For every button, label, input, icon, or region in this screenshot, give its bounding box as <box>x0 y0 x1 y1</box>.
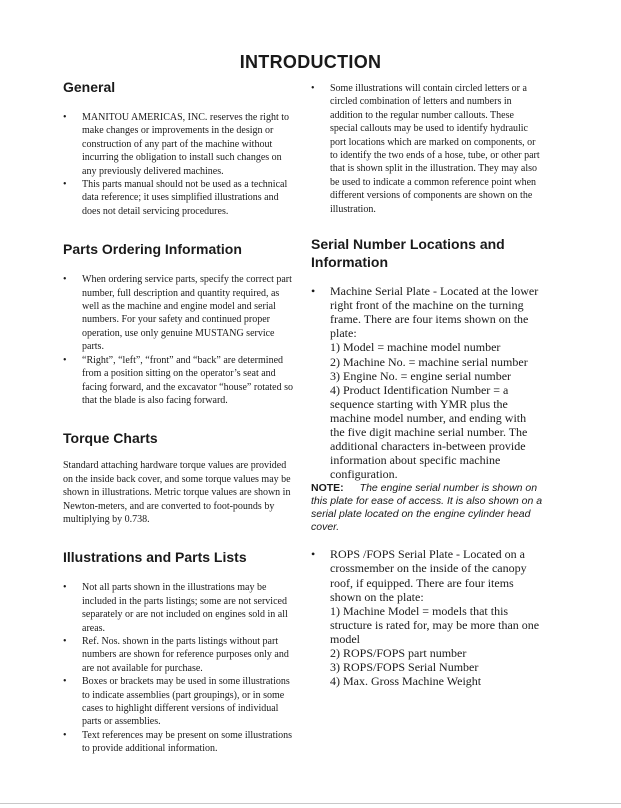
list-item: • Some illustrations will contain circled letters or a circled combination of letters and numbers in addition to the regular number callouts. These special callouts may be used to identify hydraulic port locations which are marked on components, or to identify the two ends of a hose, tube, or other part that is shown split in the illustration. They may also be used to indicate a common reference point when different versions of components are shown on the illustration. <box>311 82 543 216</box>
torque-heading: Torque Charts <box>63 430 158 447</box>
machine-plate-item-2: 2) Machine No. = machine serial number <box>330 354 528 369</box>
list-item: • Not all parts shown in the illustrations may be included in the parts listings; some are not serviced separately or are not included on engines sold in all areas. <box>63 581 297 635</box>
rops-plate-item-1: 1) Machine Model = models that this structure is rated for, may be more than one model <box>330 603 540 646</box>
page-bottom-divider <box>0 803 621 804</box>
general-list <box>63 111 297 218</box>
list-item: • “Right”, “left”, “front” and “back” are determined from a position sitting on the operator’s seat and facing forward, and the excavator “house” rotated so that the blade is also facing forward. <box>63 354 297 408</box>
list-item: • Boxes or brackets may be used in some illustrations to indicate assemblies (part groupings), or in some cases to highlight different versions of individual parts or assemblies. <box>63 675 297 729</box>
rops-plate-intro: • ROPS /FOPS Serial Plate - Located on a crossmember on the inside of the canopy roof, if equipped. There are four items shown on the plate: <box>330 547 527 604</box>
left-column <box>63 78 297 756</box>
parts-ordering-heading: Parts Ordering Information <box>63 241 242 258</box>
rops-plate-item-3: 3) ROPS/FOPS Serial Number <box>330 660 479 675</box>
machine-plate-intro: • Machine Serial Plate - Located at the lower right front of the machine on the turning frame. There are four items shown on the plate: <box>330 284 539 341</box>
illustrations-list <box>63 581 297 755</box>
rops-plate-item-4: 4) Max. Gross Machine Weight <box>330 674 482 689</box>
note-label: NOTE: <box>311 482 344 495</box>
parts-ordering-list <box>63 273 297 407</box>
list-item <box>311 284 543 481</box>
list-item: • When ordering service parts, specify the correct part number, full description and quantity required, as well as the machine and engine model and serial numbers. For your safety and continued proper operation, use only genuine MUSTANG service parts. <box>63 273 297 353</box>
machine-plate-item-3: 3) Engine No. = engine serial number <box>330 368 512 383</box>
serial-heading <box>311 235 543 271</box>
serial-heading-line-2: Information <box>311 254 388 271</box>
illustrations-list-continued <box>311 82 543 216</box>
serial-heading-line-1: Serial Number Locations and <box>311 236 505 253</box>
machine-plate-item-1: 1) Model = machine model number <box>330 340 501 355</box>
list-item: • Ref. Nos. shown in the parts listings without part numbers are shown for reference purposes only and are not available for purchase. <box>63 635 297 675</box>
torque-text: Standard attaching hardware torque values are provided on the inside back cover, and some torque values may be shown in illustrations. Metric torque values are shown in Newton-meters, and are converted to foot-pounds by multiplying by 0.738. <box>63 460 291 525</box>
general-heading: General <box>63 79 116 95</box>
machine-plate-list <box>311 284 543 481</box>
rops-plate-item-2: 2) ROPS/FOPS part number <box>330 646 467 661</box>
list-item: • Text references may be present on some illustrations to provide additional information. <box>63 729 297 756</box>
illustrations-heading: Illustrations and Parts Lists <box>63 549 247 566</box>
rops-plate-list <box>311 547 543 688</box>
engine-serial-note <box>311 482 543 534</box>
list-item: • MANITOU AMERICAS, INC. reserves the right to make changes or improvements in the design or construction of any part of the machine without incurring the obligation to install such changes on any previously delivered machines. <box>63 111 297 178</box>
machine-plate-item-4: 4) Product Identification Number = a sequence starting with YMR plus the machine model number, and ending with the five digit machine serial number. The additional characters in-between provide information about specific machine configuration. <box>330 382 528 482</box>
page-title: INTRODUCTION <box>239 52 382 72</box>
right-column <box>311 82 543 688</box>
note-text: The engine serial number is shown on this plate for ease of access. It is also shown on a serial plate located on the engine cylinder head cover. <box>311 482 543 534</box>
list-item <box>311 547 543 688</box>
list-item: • This parts manual should not be used as a technical data reference; it uses simplified illustrations and does not detail servicing procedures. <box>63 178 297 218</box>
